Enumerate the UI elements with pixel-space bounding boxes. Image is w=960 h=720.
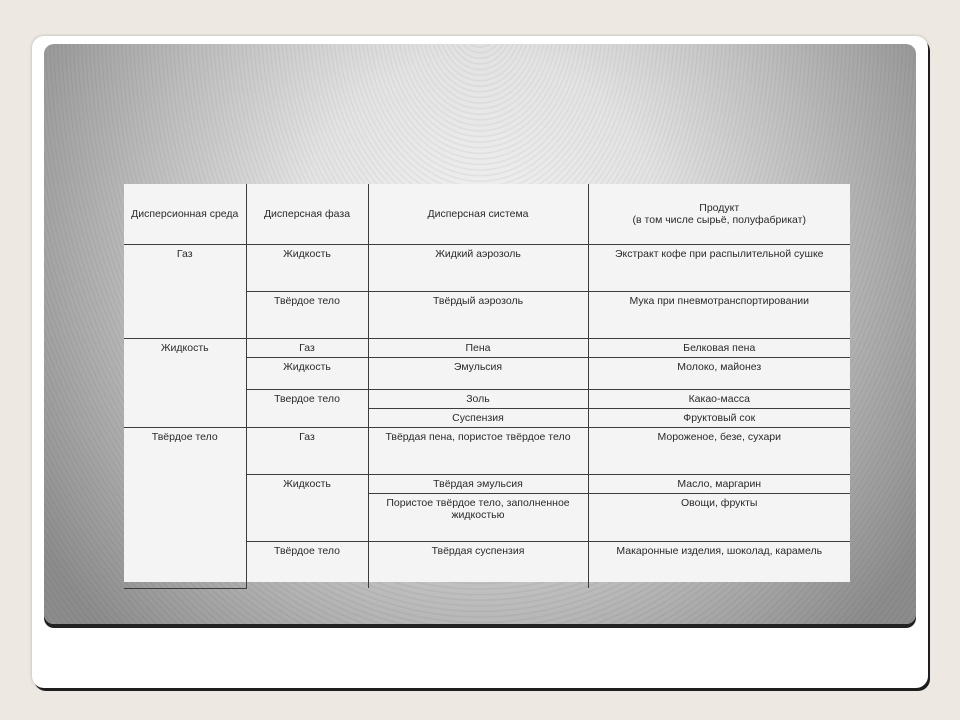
medium-gas: Газ <box>124 244 246 338</box>
phase-cell: Газ <box>246 427 368 474</box>
system-cell: Золь <box>368 389 588 408</box>
phase-cell: Твёрдое тело <box>246 541 368 588</box>
header-phase: Дисперсная фаза <box>246 184 368 244</box>
medium-liquid: Жидкость <box>124 338 246 427</box>
phase-cell: Жидкость <box>246 474 368 541</box>
header-system: Дисперсная система <box>368 184 588 244</box>
phase-cell: Твердое тело <box>246 389 368 427</box>
product-cell: Овощи, фрукты <box>588 493 850 541</box>
medium-solid-text: Твёрдое тело <box>151 430 218 443</box>
phase-cell: Жидкость <box>246 244 368 291</box>
phase-cell: Твёрдое тело <box>246 291 368 338</box>
table-row <box>124 427 850 474</box>
product-cell: Какао-масса <box>588 389 850 408</box>
phase-cell: Жидкость <box>246 357 368 389</box>
product-cell: Мука при пневмотранспортировании <box>588 291 850 338</box>
product-cell: Белковая пена <box>588 338 850 357</box>
system-cell: Суспензия <box>368 408 588 427</box>
header-product-text: Продукт (в том числе сырьё, полуфабрикат) <box>632 201 806 226</box>
product-cell: Мороженое, безе, сухари <box>588 427 850 474</box>
system-cell: Пористое твёрдое тело, заполненное жидкостью <box>368 493 588 541</box>
table <box>124 184 850 589</box>
table-header-row <box>124 184 850 244</box>
product-cell: Макаронные изделия, шоколад, карамель <box>588 541 850 588</box>
table-row <box>124 244 850 291</box>
system-cell: Твёрдый аэрозоль <box>368 291 588 338</box>
product-cell: Молоко, майонез <box>588 357 850 389</box>
medium-solid <box>124 427 246 588</box>
product-cell: Экстракт кофе при распылительной сушке <box>588 244 850 291</box>
system-cell: Пена <box>368 338 588 357</box>
header-product <box>588 184 850 244</box>
slide-frame <box>32 36 928 688</box>
product-cell: Фруктовый сок <box>588 408 850 427</box>
disperse-systems-table <box>124 184 850 582</box>
product-cell: Масло, маргарин <box>588 474 850 493</box>
system-cell: Твёрдая эмульсия <box>368 474 588 493</box>
header-medium: Дисперсионная среда <box>124 184 246 244</box>
system-cell: Жидкий аэрозоль <box>368 244 588 291</box>
phase-cell: Газ <box>246 338 368 357</box>
system-cell: Твёрдая суспензия <box>368 541 588 588</box>
system-cell: Эмульсия <box>368 357 588 389</box>
slide-content-panel <box>44 44 916 624</box>
table-row <box>124 338 850 357</box>
system-cell: Твёрдая пена, пористое твёрдое тело <box>368 427 588 474</box>
